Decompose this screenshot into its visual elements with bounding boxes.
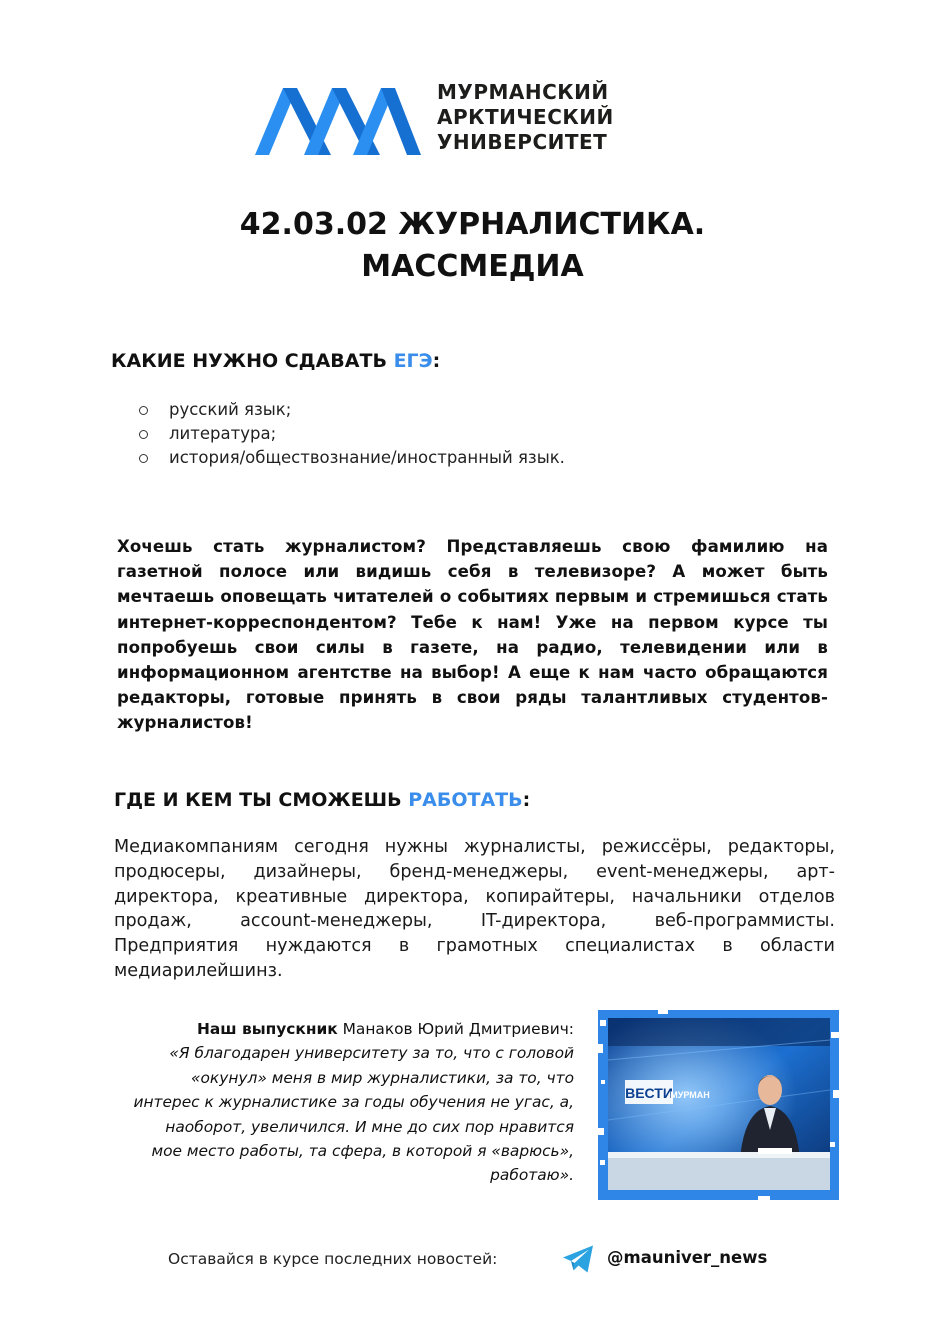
exam-item bbox=[138, 446, 565, 470]
photo-logo-text: ВЕСТИ bbox=[625, 1085, 673, 1101]
university-name-line-1: МУРМАНСКИЙ bbox=[437, 80, 609, 104]
careers-heading bbox=[114, 787, 530, 813]
circle-bullet-icon bbox=[139, 406, 148, 415]
exam-item-label: история/обществознание/иностранный язык. bbox=[169, 448, 565, 467]
exams-heading-colon: : bbox=[432, 350, 441, 372]
exam-item-label: русский язык; bbox=[169, 400, 292, 419]
circle-bullet-icon bbox=[139, 430, 148, 439]
exam-item-label: литература; bbox=[169, 424, 277, 443]
graduate-photo bbox=[598, 1010, 839, 1200]
university-name bbox=[437, 80, 697, 155]
exams-heading-accent: ЕГЭ bbox=[393, 350, 433, 372]
exam-list bbox=[138, 398, 565, 470]
careers-heading-accent: РАБОТАТЬ bbox=[408, 789, 523, 811]
exam-item bbox=[138, 422, 565, 446]
graduate-name: Манаков Юрий Дмитриевич: bbox=[337, 1020, 574, 1038]
university-name-line-2: АРКТИЧЕСКИЙ bbox=[437, 105, 614, 129]
university-name-line-3: УНИВЕРСИТЕТ bbox=[437, 130, 608, 154]
circle-bullet-icon bbox=[139, 454, 148, 463]
exams-heading-text: КАКИЕ НУЖНО СДАВАТЬ bbox=[111, 350, 394, 372]
photo-logo-subtext: МУРМАН bbox=[670, 1090, 710, 1100]
intro-paragraph: Хочешь стать журналистом? Представляешь свою фамилию на газетной полосе или видишь себя в телевизоре? А может быть мечтаешь оповещать читателей о событиях первым и стремишься стать интернет-корреспондентом? Тебе к нам! Уже на первом курсе ты попробуешь свои силы в газете, на радио, телевидении или в информационном агентстве на выбор! А еще к нам часто обращаются редакторы, готовые принять в свои ряды талантливых студентов-журналистов! bbox=[117, 537, 828, 733]
careers-heading-colon: : bbox=[522, 789, 531, 811]
footer-text: Оставайся в курсе последних новостей: bbox=[168, 1250, 498, 1268]
careers-heading-text: ГДЕ И КЕМ ТЫ СМОЖЕШЬ bbox=[114, 789, 409, 811]
graduate-label: Наш выпускник bbox=[197, 1020, 338, 1038]
graduate-quote-text: «Я благодарен университету за то, что с головой «окунул» меня в мир журналистики, за то, что интерес к журналистике за годы обучения не угас, а, наоборот, увеличился. И мне до сих пор нравится мое место работы, та сфера, в которой я «варюсь», работаю». bbox=[133, 1044, 574, 1185]
program-title bbox=[120, 204, 825, 288]
university-logo-icon bbox=[255, 84, 421, 156]
exam-item bbox=[138, 398, 565, 422]
careers-paragraph: Медиакомпаниям сегодня нужны журналисты, режиссёры, редакторы, продюсеры, дизайнеры, бренд-менеджеры, event-менеджеры, арт-директора, креативные директора, копирайтеры, начальники отделов продаж, account-менеджеры, IT-директора, веб-программисты. Предприятия нуждаются в грамотных специалистах в области медиарилейшинз. bbox=[114, 837, 835, 981]
program-title-line-2: МАССМЕДИА bbox=[361, 249, 584, 284]
program-title-line-1: 42.03.02 ЖУРНАЛИСТИКА. bbox=[239, 207, 706, 242]
graduate-quote bbox=[130, 1017, 574, 1188]
exams-heading bbox=[111, 348, 440, 374]
telegram-handle-link[interactable]: @mauniver_news bbox=[607, 1248, 768, 1267]
telegram-icon[interactable] bbox=[562, 1244, 595, 1274]
